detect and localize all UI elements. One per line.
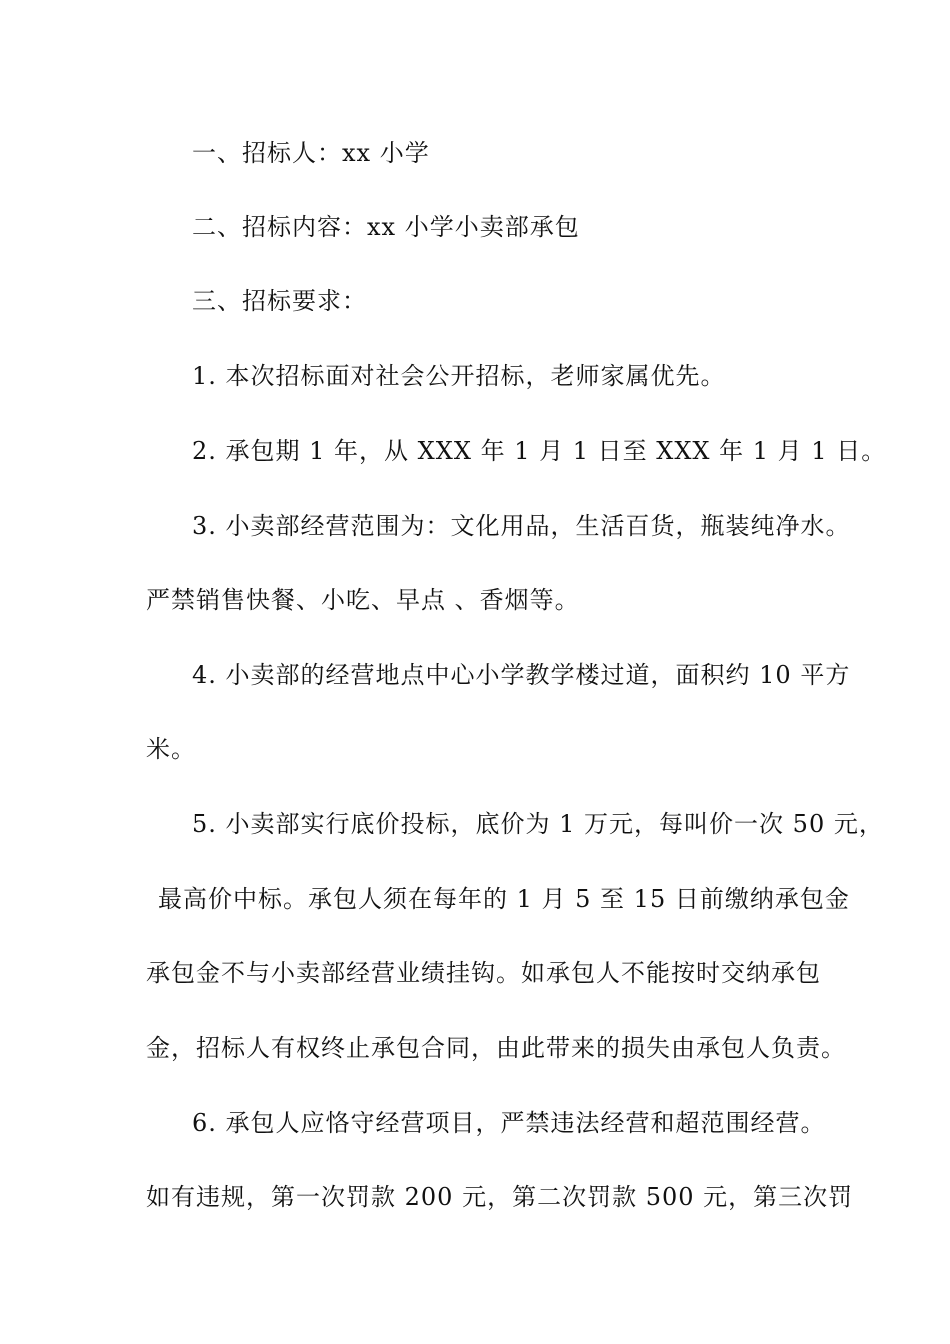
- requirement-2: 2. 承包期 1 年，从 XXX 年 1 月 1 日至 XXX 年 1 月 1 日。: [192, 437, 887, 465]
- requirement-5-continued-3: 金，招标人有权终止承包合同，由此带来的损失由承包人负责。: [146, 1034, 846, 1062]
- requirement-5-continued-1: 最高价中标。承包人须在每年的 1 月 5 至 15 日前缴纳承包金: [158, 885, 850, 913]
- requirement-4-continued: 米。: [146, 735, 196, 763]
- heading-tender-content: 二、招标内容：xx 小学小卖部承包: [192, 213, 580, 241]
- requirement-5-continued-2: 承包金不与小卖部经营业绩挂钩。如承包人不能按时交纳承包: [146, 959, 821, 987]
- requirement-3: 3. 小卖部经营范围为：文化用品，生活百货，瓶装纯净水。: [192, 512, 851, 540]
- requirement-3-continued: 严禁销售快餐、小吃、早点 、香烟等。: [146, 586, 580, 614]
- heading-tenderer: 一、招标人：xx 小学: [192, 139, 430, 167]
- heading-tender-requirements: 三、招标要求：: [192, 287, 367, 315]
- requirement-1: 1. 本次招标面对社会公开招标，老师家属优先。: [192, 362, 726, 390]
- requirement-4: 4. 小卖部的经营地点中心小学教学楼过道，面积约 10 平方: [192, 661, 851, 689]
- requirement-6: 6. 承包人应恪守经营项目，严禁违法经营和超范围经营。: [192, 1109, 826, 1137]
- requirement-6-continued: 如有违规，第一次罚款 200 元，第二次罚款 500 元，第三次罚: [146, 1183, 854, 1211]
- requirement-5: 5. 小卖部实行底价投标，底价为 1 万元，每叫价一次 50 元，: [192, 810, 884, 838]
